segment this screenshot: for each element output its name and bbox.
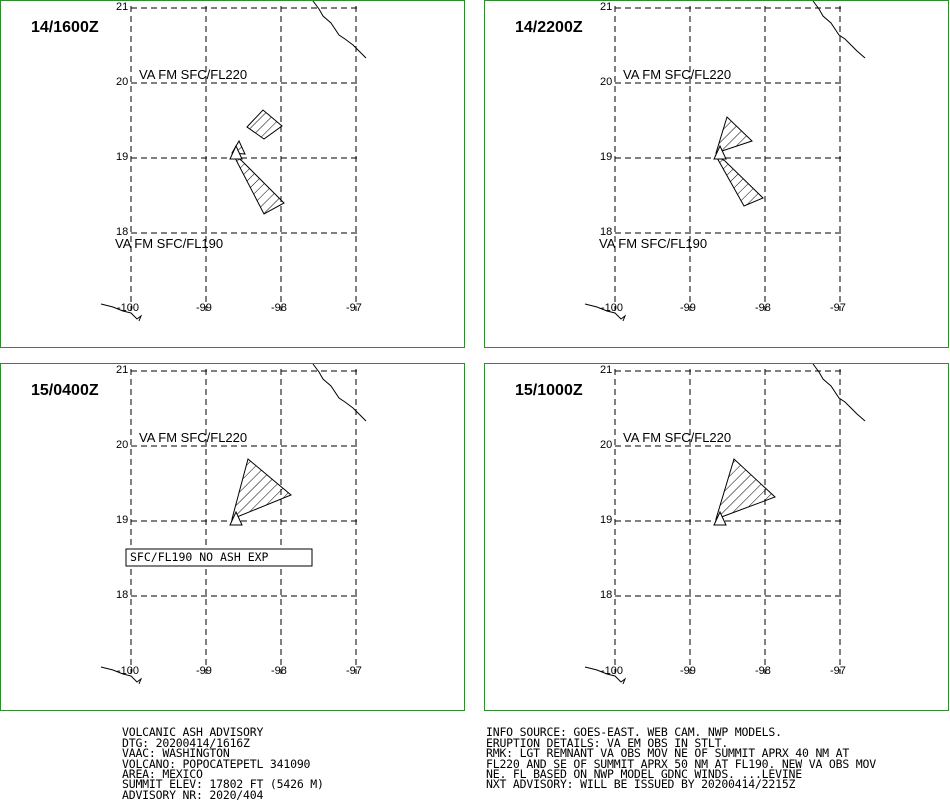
lat-tick-20: 20 xyxy=(600,76,613,88)
advisory-line: AREA: MEXICO xyxy=(122,767,203,782)
map-graphics xyxy=(485,364,950,712)
lon-tick-98: -98 xyxy=(755,665,771,677)
lat-tick-19: 19 xyxy=(600,151,613,163)
lat-tick-18: 18 xyxy=(116,226,129,238)
lon-tick-100: -100 xyxy=(601,665,624,677)
lat-tick-19: 19 xyxy=(600,514,613,526)
lon-tick-97: -97 xyxy=(830,665,846,677)
map-graphics xyxy=(1,1,466,349)
map-graphics xyxy=(1,364,466,712)
lon-tick-99: -99 xyxy=(680,665,696,677)
lon-tick-99: -99 xyxy=(196,665,212,677)
advisory-line: ADVISORY NR: 2020/404 xyxy=(122,787,264,802)
ash-area-ne xyxy=(232,459,291,519)
panel-time: 15/1000Z xyxy=(515,382,583,399)
advisory-line: VOLCANIC ASH ADVISORY xyxy=(122,725,264,740)
advisory-line: FL220 AND SE OF SUMMIT APRX 50 NM AT FL190. NEW VA OBS MOV xyxy=(486,756,876,771)
advisory-line: RMK: LGT REMNANT VA OBS MOV NE OF SUMMIT APRX 40 NM AT xyxy=(486,746,850,761)
lon-tick-98: -98 xyxy=(271,302,287,314)
lon-tick-97: -97 xyxy=(346,665,362,677)
ash-label-lower: VA FM SFC/FL190 xyxy=(599,236,708,251)
lat-tick-21: 21 xyxy=(116,1,129,13)
panel-time: 15/0400Z xyxy=(31,382,99,399)
lat-tick-21: 21 xyxy=(600,1,613,13)
lon-tick-100: -100 xyxy=(601,302,624,314)
ash-area-ne xyxy=(716,117,752,153)
lon-tick-97: -97 xyxy=(830,302,846,314)
ash-label-upper: VA FM SFC/FL220 xyxy=(139,67,248,82)
coastline xyxy=(101,1,366,321)
lat-tick-21: 21 xyxy=(116,364,129,376)
advisory-line: NE. FL BASED ON NWP MODEL GDNC WINDS. ...LEVINE xyxy=(486,767,803,782)
forecast-panel-1 xyxy=(0,0,465,348)
lon-tick-98: -98 xyxy=(271,665,287,677)
panel-time: 14/1600Z xyxy=(31,19,99,36)
lat-tick-19: 19 xyxy=(116,514,129,526)
ash-label-lower: VA FM SFC/FL190 xyxy=(115,236,224,251)
lat-tick-18: 18 xyxy=(600,589,613,601)
lat-tick-21: 21 xyxy=(600,364,613,376)
advisory-line: SUMMIT ELEV: 17802 FT (5426 M) xyxy=(122,777,324,792)
ash-label-upper: VA FM SFC/FL220 xyxy=(623,430,732,445)
lat-tick-20: 20 xyxy=(116,439,129,451)
lon-tick-97: -97 xyxy=(346,302,362,314)
lon-tick-99: -99 xyxy=(680,302,696,314)
forecast-panel-4 xyxy=(484,363,949,711)
advisory-line: INFO SOURCE: GOES-EAST. WEB CAM. NWP MODELS. xyxy=(486,725,782,740)
lon-tick-100: -100 xyxy=(117,302,140,314)
forecast-panel-3 xyxy=(0,363,465,711)
lon-tick-99: -99 xyxy=(196,302,212,314)
ash-label-upper: VA FM SFC/FL220 xyxy=(139,430,248,445)
advisory-line: NXT ADVISORY: WILL BE ISSUED BY 20200414/2215Z xyxy=(486,777,796,792)
advisory-line: VAAC: WASHINGTON xyxy=(122,746,230,761)
advisory-line: DTG: 20200414/1616Z xyxy=(122,735,250,750)
lon-tick-98: -98 xyxy=(755,302,771,314)
advisory-line: VOLCANO: POPOCATEPETL 341090 xyxy=(122,756,311,771)
lat-tick-18: 18 xyxy=(116,589,129,601)
map-graphics xyxy=(485,1,950,349)
ash-area-ne xyxy=(716,459,775,519)
ash-label-upper: VA FM SFC/FL220 xyxy=(623,67,732,82)
lat-tick-18: 18 xyxy=(600,226,613,238)
lat-tick-19: 19 xyxy=(116,151,129,163)
advisory-header-left xyxy=(122,717,324,811)
advisory-details-right xyxy=(486,717,876,800)
no-ash-label: SFC/FL190 NO ASH EXP xyxy=(130,550,269,564)
ash-area-se xyxy=(716,156,763,206)
ash-area-ne xyxy=(247,110,282,139)
forecast-panel-2 xyxy=(484,0,949,348)
lat-tick-20: 20 xyxy=(116,76,129,88)
lat-tick-20: 20 xyxy=(600,439,613,451)
grid xyxy=(131,6,361,311)
lon-tick-100: -100 xyxy=(117,665,140,677)
panel-time: 14/2200Z xyxy=(515,19,583,36)
advisory-line: ERUPTION DETAILS: VA EM OBS IN STLT. xyxy=(486,735,729,750)
ash-area-se xyxy=(233,154,284,214)
